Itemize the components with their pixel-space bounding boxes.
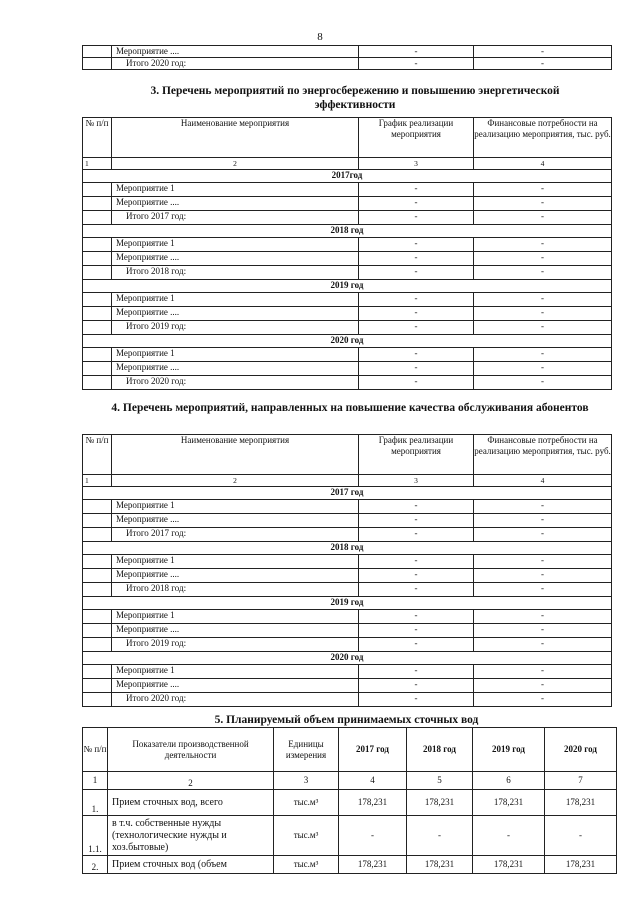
- schedule-value: -: [359, 293, 474, 307]
- schedule-value: -: [359, 569, 474, 583]
- total-label: Итого 2019 год:: [112, 638, 359, 652]
- index-cell: 3: [359, 158, 474, 170]
- table-row: [83, 790, 617, 816]
- year-row: 2018 год: [83, 225, 612, 238]
- finance-value: -: [474, 514, 612, 528]
- table-row: [83, 252, 612, 266]
- finance-value: -: [474, 362, 612, 376]
- header-name: Наименование мероприятия: [112, 435, 359, 475]
- index-row: [83, 158, 612, 170]
- finance-value: -: [474, 183, 612, 197]
- total-label: Итого 2018 год:: [112, 583, 359, 597]
- year-row: 2019 год: [83, 597, 612, 610]
- table-row: [83, 569, 612, 583]
- finance-value: -: [474, 665, 612, 679]
- header-2017: 2017 год: [339, 728, 407, 772]
- total-label: Итого 2020 год:: [112, 693, 359, 707]
- header-num: № п/п: [83, 435, 112, 475]
- value-2020: -: [545, 816, 617, 856]
- finance-value: -: [474, 583, 612, 597]
- schedule-value: -: [359, 362, 474, 376]
- schedule-value: -: [359, 266, 474, 280]
- index-cell: 1: [83, 772, 108, 790]
- schedule-value: -: [359, 693, 474, 707]
- event-name: Мероприятие ....: [112, 679, 359, 693]
- event-name: Мероприятие ....: [112, 307, 359, 321]
- event-name: Мероприятие 1: [112, 293, 359, 307]
- finance-value: -: [474, 528, 612, 542]
- table-row: [83, 376, 612, 390]
- table-row: [83, 624, 612, 638]
- header-indicator: Показатели производственной деятельности: [108, 728, 274, 772]
- schedule-value: -: [359, 376, 474, 390]
- event-name: Мероприятие ....: [112, 569, 359, 583]
- finance-value: -: [474, 500, 612, 514]
- header-2019: 2019 год: [473, 728, 545, 772]
- index-cell: 4: [339, 772, 407, 790]
- finance-value: -: [474, 638, 612, 652]
- schedule-value: -: [359, 638, 474, 652]
- year-row: 2019 год: [83, 280, 612, 293]
- header-num: № п/п: [83, 118, 112, 158]
- finance-value: -: [474, 293, 612, 307]
- total-label: Итого 2020 год:: [112, 376, 359, 390]
- finance-value: -: [474, 46, 612, 58]
- table-row: [83, 238, 612, 252]
- schedule-value: -: [359, 679, 474, 693]
- event-name: Мероприятие ....: [112, 362, 359, 376]
- schedule-value: -: [359, 321, 474, 335]
- row-num: 1.: [83, 790, 108, 816]
- index-cell: 4: [474, 475, 612, 487]
- schedule-value: -: [359, 58, 474, 70]
- table-row: [83, 693, 612, 707]
- table-row: [83, 528, 612, 542]
- indicator-name: Прием сточных вод (объем: [108, 856, 274, 874]
- finance-value: -: [474, 555, 612, 569]
- section4-title: 4. Перечень мероприятий, направленных на повышение качества обслуживания абонентов: [111, 402, 589, 414]
- finance-value: -: [474, 376, 612, 390]
- table-row: [83, 293, 612, 307]
- schedule-value: -: [359, 307, 474, 321]
- table-row: [83, 307, 612, 321]
- schedule-value: -: [359, 665, 474, 679]
- header-schedule: График реализации мероприятия: [359, 118, 474, 158]
- value-2018: -: [407, 816, 473, 856]
- table-header-row: [83, 435, 612, 475]
- table-row: [83, 321, 612, 335]
- event-name: Мероприятие ....: [112, 624, 359, 638]
- table-row: [83, 211, 612, 225]
- value-2019: 178,231: [473, 790, 545, 816]
- schedule-value: -: [359, 528, 474, 542]
- header-schedule: График реализации мероприятия: [359, 435, 474, 475]
- event-name: Мероприятие ....: [112, 514, 359, 528]
- table-row: [83, 500, 612, 514]
- table-row: [83, 183, 612, 197]
- index-cell: 5: [407, 772, 473, 790]
- finance-value: -: [474, 197, 612, 211]
- schedule-value: -: [359, 183, 474, 197]
- schedule-value: -: [359, 555, 474, 569]
- table-row: [83, 679, 612, 693]
- table-header-row: [83, 728, 617, 772]
- total-label: Итого 2020 год:: [112, 58, 359, 70]
- value-2018: 178,231: [407, 790, 473, 816]
- value-2020: 178,231: [545, 856, 617, 874]
- header-2018: 2018 год: [407, 728, 473, 772]
- schedule-value: -: [359, 46, 474, 58]
- event-name: Мероприятие ....: [112, 46, 359, 58]
- event-name: Мероприятие 1: [112, 665, 359, 679]
- total-label: Итого 2019 год:: [112, 321, 359, 335]
- unit-value: тыс.м³: [274, 816, 339, 856]
- top-continuation-table: [82, 45, 612, 70]
- header-num: № п/п: [83, 728, 108, 772]
- finance-value: -: [474, 211, 612, 225]
- schedule-value: -: [359, 500, 474, 514]
- table-row: [83, 46, 612, 58]
- row-num: 1.1.: [83, 816, 108, 856]
- table-row: [83, 555, 612, 569]
- schedule-value: -: [359, 211, 474, 225]
- event-name: Мероприятие ....: [112, 252, 359, 266]
- table-row: [83, 816, 617, 856]
- year-row: 2020 год: [83, 652, 612, 665]
- schedule-value: -: [359, 610, 474, 624]
- page-number: 8: [317, 31, 323, 43]
- schedule-value: -: [359, 583, 474, 597]
- table-row: [83, 856, 617, 874]
- value-2018: 178,231: [407, 856, 473, 874]
- event-name: Мероприятие 1: [112, 183, 359, 197]
- header-finance: Финансовые потребности на реализацию мероприятия, тыс. руб.: [474, 435, 612, 475]
- event-name: Мероприятие 1: [112, 238, 359, 252]
- table-row: [83, 348, 612, 362]
- schedule-value: -: [359, 514, 474, 528]
- finance-value: -: [474, 610, 612, 624]
- value-2020: 178,231: [545, 790, 617, 816]
- value-2019: 178,231: [473, 856, 545, 874]
- schedule-value: -: [359, 348, 474, 362]
- finance-value: -: [474, 569, 612, 583]
- index-cell: 1: [83, 475, 112, 487]
- total-label: Итого 2017 год:: [112, 211, 359, 225]
- event-name: Мероприятие 1: [112, 348, 359, 362]
- table-row: [83, 362, 612, 376]
- section5-title: 5. Планируемый объем принимаемых сточных вод: [214, 714, 479, 726]
- value-2017: 178,231: [339, 790, 407, 816]
- finance-value: -: [474, 238, 612, 252]
- value-2017: 178,231: [339, 856, 407, 874]
- unit-value: тыс.м³: [274, 856, 339, 874]
- year-row: 2018 год: [83, 542, 612, 555]
- index-row: [83, 475, 612, 487]
- year-row: 2017год: [83, 170, 612, 183]
- header-finance: Финансовые потребности на реализацию мероприятия, тыс. руб.: [474, 118, 612, 158]
- indicator-name: в т.ч. собственные нужды (технологические нужды и хоз.бытовые): [108, 816, 274, 856]
- event-name: Мероприятие 1: [112, 500, 359, 514]
- section3-title: 3. Перечень мероприятий по энергосбережению и повышению энергетической эффективности: [150, 85, 560, 111]
- section3-table: [82, 117, 612, 390]
- finance-value: -: [474, 266, 612, 280]
- index-cell: 4: [474, 158, 612, 170]
- table-row: [83, 610, 612, 624]
- index-cell: 3: [359, 475, 474, 487]
- table-row: [83, 665, 612, 679]
- schedule-value: -: [359, 624, 474, 638]
- header-name: Наименование мероприятия: [112, 118, 359, 158]
- finance-value: -: [474, 321, 612, 335]
- index-cell: 6: [473, 772, 545, 790]
- value-2017: -: [339, 816, 407, 856]
- section4-table: [82, 434, 612, 707]
- schedule-value: -: [359, 252, 474, 266]
- table-row: [83, 583, 612, 597]
- table-row: [83, 58, 612, 70]
- finance-value: -: [474, 307, 612, 321]
- year-row: 2020 год: [83, 335, 612, 348]
- header-unit: Единицы измерения: [274, 728, 339, 772]
- event-name: Мероприятие ....: [112, 197, 359, 211]
- unit-value: тыс.м³: [274, 790, 339, 816]
- indicator-name: Прием сточных вод, всего: [108, 790, 274, 816]
- table-row: [83, 638, 612, 652]
- index-cell: 2: [112, 475, 359, 487]
- total-label: Итого 2018 год:: [112, 266, 359, 280]
- finance-value: -: [474, 252, 612, 266]
- row-num: 2.: [83, 856, 108, 874]
- index-cell: 2: [112, 158, 359, 170]
- index-cell: 7: [545, 772, 617, 790]
- schedule-value: -: [359, 238, 474, 252]
- index-cell: 2: [108, 772, 274, 790]
- table-row: [83, 514, 612, 528]
- section5-table: [82, 727, 617, 874]
- table-row: [83, 266, 612, 280]
- table-header-row: [83, 118, 612, 158]
- event-name: Мероприятие 1: [112, 610, 359, 624]
- finance-value: -: [474, 348, 612, 362]
- table-row: [83, 197, 612, 211]
- finance-value: -: [474, 58, 612, 70]
- year-row: 2017 год: [83, 487, 612, 500]
- value-2019: -: [473, 816, 545, 856]
- total-label: Итого 2017 год:: [112, 528, 359, 542]
- index-cell: 1: [83, 158, 112, 170]
- finance-value: -: [474, 693, 612, 707]
- event-name: Мероприятие 1: [112, 555, 359, 569]
- index-cell: 3: [274, 772, 339, 790]
- index-row: [83, 772, 617, 790]
- finance-value: -: [474, 679, 612, 693]
- schedule-value: -: [359, 197, 474, 211]
- finance-value: -: [474, 624, 612, 638]
- header-2020: 2020 год: [545, 728, 617, 772]
